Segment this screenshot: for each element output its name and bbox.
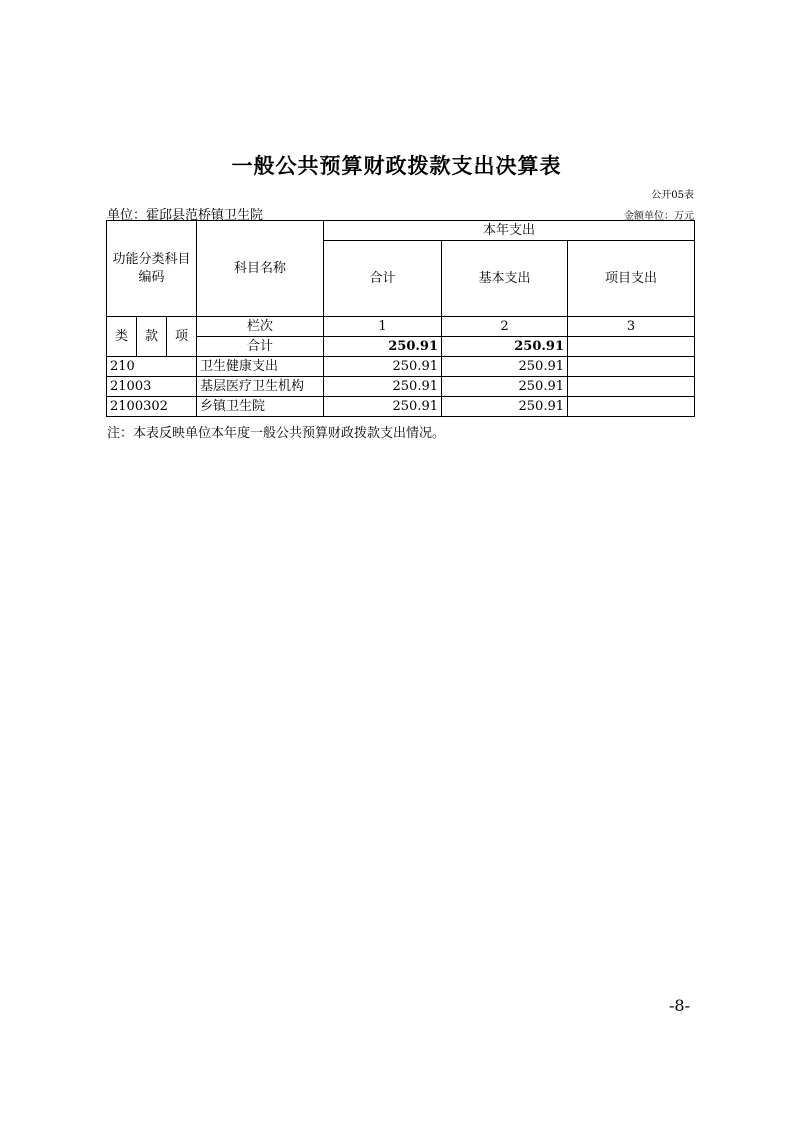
budget-table (106, 220, 695, 417)
row-project (568, 357, 695, 377)
row-total: 250.91 (324, 397, 442, 417)
row-name: 基层医疗卫生机构 (197, 377, 324, 397)
header-col3: 3 (568, 317, 695, 337)
row-total: 250.91 (324, 377, 442, 397)
header-subject-name: 科目名称 (197, 221, 324, 317)
table-row (107, 397, 695, 417)
header-kuan: 款 (137, 317, 167, 357)
table-row (107, 377, 695, 397)
total-project (568, 337, 695, 357)
row-basic: 250.91 (442, 397, 568, 417)
row-total: 250.91 (324, 357, 442, 377)
money-unit-label: 金额单位：万元 (624, 211, 694, 222)
table-row (107, 357, 695, 377)
header-total: 合计 (324, 241, 442, 317)
header-func-code: 功能分类科目编码 (107, 221, 197, 317)
row-basic: 250.91 (442, 357, 568, 377)
header-xiang: 项 (167, 317, 197, 357)
header-col2: 2 (442, 317, 568, 337)
page-title: 一般公共预算财政拨款支出决算表 (231, 154, 562, 178)
row-name: 乡镇卫生院 (197, 397, 324, 417)
header-basic: 基本支出 (442, 241, 568, 317)
header-column-no: 栏次 (197, 317, 324, 337)
row-project (568, 397, 695, 417)
header-this-year: 本年支出 (324, 221, 695, 241)
total-amount: 250.91 (324, 337, 442, 357)
form-number: 公开05表 (651, 190, 694, 201)
page-number: -8- (669, 996, 690, 1015)
row-basic: 250.91 (442, 377, 568, 397)
header-lei: 类 (107, 317, 137, 357)
row-code: 210 (107, 357, 197, 377)
total-label: 合计 (197, 337, 324, 357)
header-project: 项目支出 (568, 241, 695, 317)
row-code: 2100302 (107, 397, 197, 417)
table-note: 注：本表反映单位本年度一般公共预算财政拨款支出情况。 (107, 426, 446, 441)
row-name: 卫生健康支出 (197, 357, 324, 377)
unit-label: 单位：霍邱县范桥镇卫生院 (107, 208, 264, 223)
total-basic: 250.91 (442, 337, 568, 357)
row-project (568, 377, 695, 397)
row-code: 21003 (107, 377, 197, 397)
header-col1: 1 (324, 317, 442, 337)
